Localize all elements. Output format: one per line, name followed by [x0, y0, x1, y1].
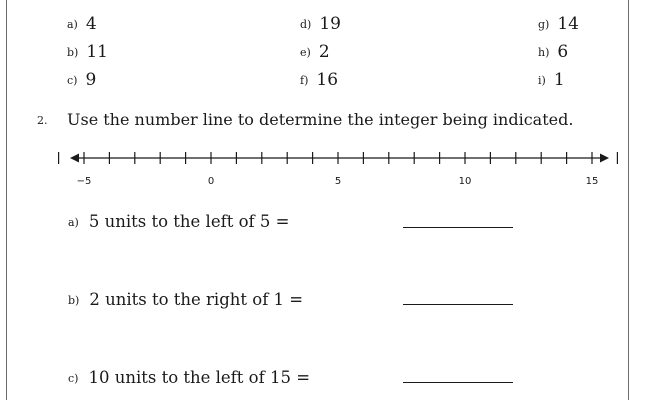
answer-item: [538, 14, 579, 34]
answer-label: f): [300, 74, 309, 87]
subquestion-text: 5 units to the left of 5 =: [88, 212, 290, 231]
question-number: 2.: [37, 114, 48, 127]
number-line-label: 10: [458, 176, 472, 187]
answer-label: a): [67, 18, 78, 31]
subquestion-label: a): [68, 216, 79, 229]
answer-blank-c[interactable]: [403, 382, 513, 383]
question-2: [37, 110, 573, 129]
subquestion-b: [68, 290, 303, 309]
answer-value: 19: [319, 14, 341, 34]
answer-value: 2: [318, 42, 330, 62]
answer-blank-a[interactable]: [403, 227, 513, 228]
answer-value: 16: [316, 70, 339, 90]
subquestion-label: c): [68, 372, 79, 385]
number-line-label: 0: [207, 176, 215, 187]
answer-row: [0, 70, 650, 96]
answer-item: [538, 70, 565, 90]
answer-item: [67, 42, 108, 62]
answer-value: 9: [85, 70, 97, 90]
answer-row: [0, 42, 650, 68]
subquestion-c: [68, 368, 310, 387]
subquestion-text: 2 units to the right of 1 =: [89, 290, 304, 309]
answer-label: e): [300, 46, 311, 59]
answer-row: [0, 14, 650, 40]
number-line-label: −5: [76, 176, 92, 187]
answer-item: [67, 70, 96, 90]
answer-label: h): [538, 46, 550, 59]
number-line-labels: [77, 176, 599, 187]
answer-value: 6: [557, 42, 569, 62]
answer-item: [67, 14, 97, 34]
answer-label: g): [538, 18, 550, 31]
answer-item: [300, 70, 338, 90]
number-line-label: 15: [585, 176, 599, 187]
question-text: Use the number line to determine the integer being indicated.: [67, 110, 574, 129]
answer-label: c): [67, 74, 78, 87]
subquestion-text: 10 units to the left of 15 =: [88, 368, 311, 387]
answer-blank-b[interactable]: [403, 304, 513, 305]
subquestion-a: [68, 212, 289, 231]
subquestion-label: b): [68, 294, 80, 307]
answer-item: [300, 42, 330, 62]
answer-label: i): [538, 74, 546, 87]
arrow-right-icon: [600, 154, 609, 163]
answer-value: 11: [86, 42, 108, 62]
answer-label: d): [300, 18, 312, 31]
number-line: [0, 140, 650, 190]
answer-value: 14: [557, 14, 579, 34]
number-line-label: 5: [334, 176, 342, 187]
answer-value: 4: [85, 14, 97, 34]
answer-item: [538, 42, 568, 62]
answer-value: 1: [553, 70, 565, 90]
answer-label: b): [67, 46, 79, 59]
answer-item: [300, 14, 341, 34]
arrow-left-icon: [70, 154, 79, 163]
